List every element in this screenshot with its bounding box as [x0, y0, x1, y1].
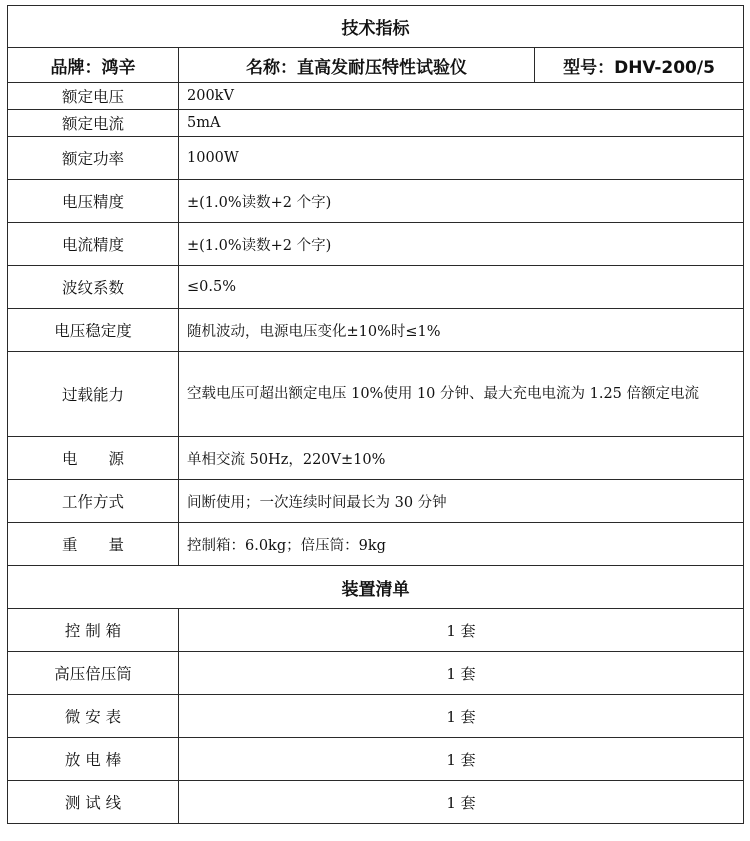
equipment-label: 放 电 棒: [8, 738, 179, 781]
equipment-qty: 1 套: [179, 781, 744, 824]
spec-row-rated-power: [8, 137, 744, 180]
brand-cell: 品牌：鸿辛: [8, 48, 179, 83]
spec-section-row: [8, 6, 744, 48]
product-name-cell: 名称：直高发耐压特性试验仪: [179, 48, 535, 83]
spec-value: ±(1.0%读数+2 个字): [179, 223, 744, 266]
spec-row-rated-current: [8, 110, 744, 137]
spec-row-weight: [8, 523, 744, 566]
spec-label: 额定功率: [8, 137, 179, 180]
spec-value: ≤0.5%: [179, 266, 744, 309]
equipment-row: [8, 609, 744, 652]
spec-label: 电压稳定度: [8, 309, 179, 352]
equipment-row: [8, 695, 744, 738]
spec-value: 200kV: [179, 83, 744, 110]
spec-value: 1000W: [179, 137, 744, 180]
spec-label: 电 源: [8, 437, 179, 480]
equipment-section-row: [8, 566, 744, 609]
spec-value: 间断使用；一次连续时间最长为 30 分钟: [179, 480, 744, 523]
equipment-qty: 1 套: [179, 609, 744, 652]
spec-label: 电压精度: [8, 180, 179, 223]
spec-value: 空载电压可超出额定电压 10%使用 10 分钟、最大充电电流为 1.25 倍额定电流: [179, 352, 744, 437]
equipment-row: [8, 738, 744, 781]
equipment-qty: 1 套: [179, 695, 744, 738]
spec-row-voltage-stability: [8, 309, 744, 352]
spec-row-ripple: [8, 266, 744, 309]
spec-value: 随机波动，电源电压变化±10%时≤1%: [179, 309, 744, 352]
equipment-qty: 1 套: [179, 738, 744, 781]
equipment-row: [8, 781, 744, 824]
spec-section-title: 技术指标: [8, 6, 744, 48]
model-cell: 型号：DHV-200/5: [535, 48, 744, 83]
spec-label: 电流精度: [8, 223, 179, 266]
product-header-row: [8, 48, 744, 83]
equipment-label: 高压倍压筒: [8, 652, 179, 695]
spec-row-power-supply: [8, 437, 744, 480]
spec-label: 重 量: [8, 523, 179, 566]
spec-value: 5mA: [179, 110, 744, 137]
spec-label: 工作方式: [8, 480, 179, 523]
equipment-section-title: 装置清单: [8, 566, 744, 609]
equipment-qty: 1 套: [179, 652, 744, 695]
spec-label: 波纹系数: [8, 266, 179, 309]
spec-row-rated-voltage: [8, 83, 744, 110]
equipment-label: 控 制 箱: [8, 609, 179, 652]
equipment-label: 微 安 表: [8, 695, 179, 738]
spec-value: ±(1.0%读数+2 个字): [179, 180, 744, 223]
spec-label: 过载能力: [8, 352, 179, 437]
spec-row-overload: [8, 352, 744, 437]
spec-value: 控制箱：6.0kg；倍压筒：9kg: [179, 523, 744, 566]
spec-label: 额定电压: [8, 83, 179, 110]
spec-value: 单相交流 50Hz，220V±10%: [179, 437, 744, 480]
equipment-row: [8, 652, 744, 695]
spec-row-voltage-accuracy: [8, 180, 744, 223]
spec-row-current-accuracy: [8, 223, 744, 266]
spec-label: 额定电流: [8, 110, 179, 137]
spec-row-work-mode: [8, 480, 744, 523]
equipment-label: 测 试 线: [8, 781, 179, 824]
spec-table: [7, 5, 744, 824]
